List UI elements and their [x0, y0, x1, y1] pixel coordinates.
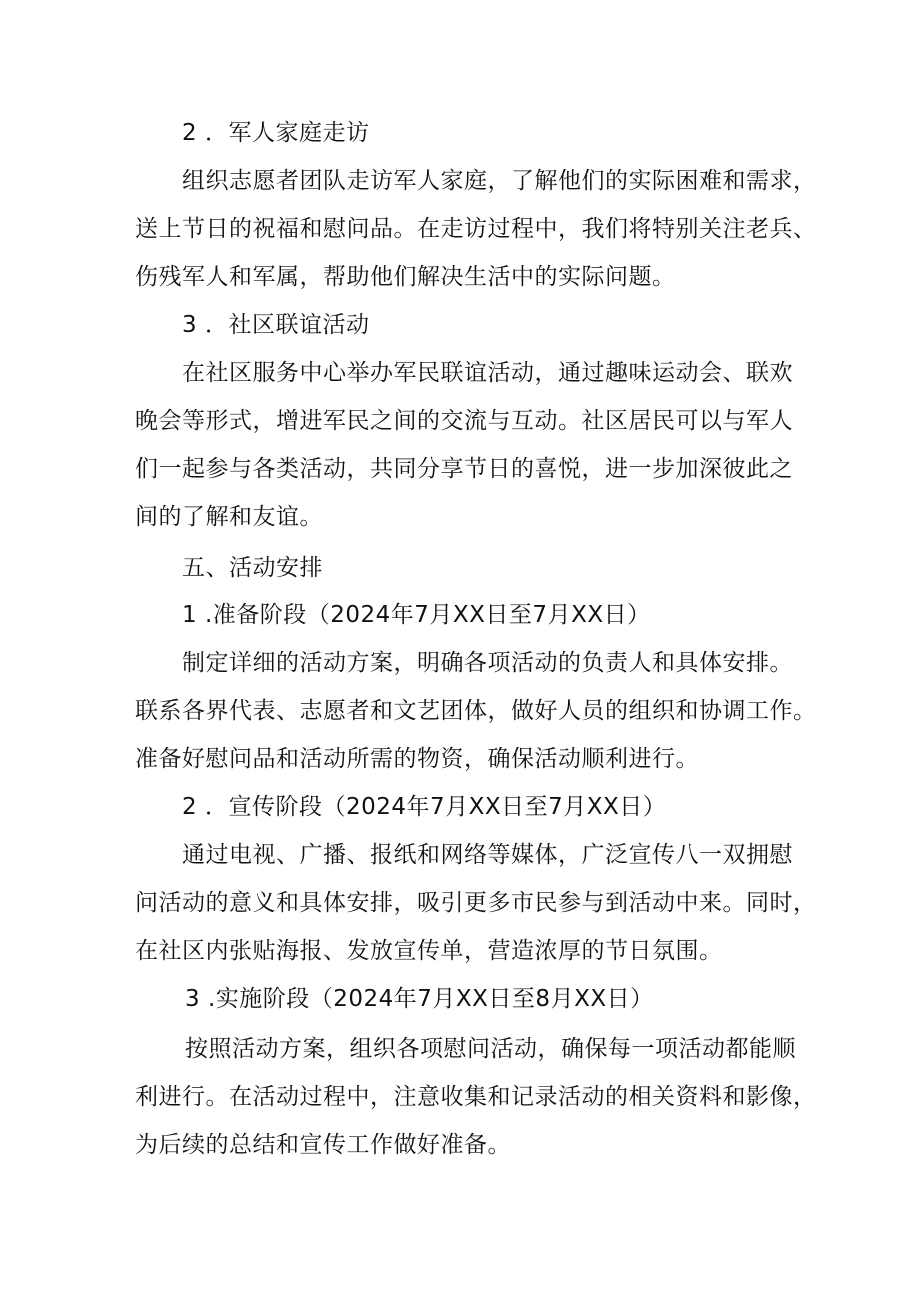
section-3-line-2: 晚会等形式，增进军民之间的交流与互动。社区居民可以与军人	[135, 408, 793, 434]
stage-3-heading: 3 .实施阶段（2024年7月XX日至8月XX日）	[185, 986, 654, 1012]
section-2-line-2: 送上节日的祝福和慰问品。在走访过程中，我们将特别关注老兵、	[135, 216, 817, 242]
stage-3-line-3: 为后续的总结和宣传工作做好准备。	[135, 1132, 511, 1158]
section-3-line-1: 在社区服务中心举办军民联谊活动，通过趣味运动会、联欢	[182, 360, 793, 386]
stage-2-line-3: 在社区内张贴海报、发放宣传单，营造浓厚的节日氛围。	[135, 938, 723, 964]
section-3-heading: 3 ．社区联谊活动	[182, 312, 370, 338]
part-5-heading: 五、活动安排	[182, 555, 323, 581]
stage-2-line-1: 通过电视、广播、报纸和网络等媒体，广泛宣传八一双拥慰	[182, 842, 793, 868]
stage-1-line-3: 准备好慰问品和活动所需的物资，确保活动顺利进行。	[135, 746, 699, 772]
stage-2-heading: 2 ．宣传阶段（2024年7月XX日至7月XX日）	[182, 794, 667, 820]
stage-2-line-2: 问活动的意义和具体安排，吸引更多市民参与到活动中来。同时，	[135, 890, 817, 916]
stage-1-line-1: 制定详细的活动方案，明确各项活动的负责人和具体安排。	[182, 650, 793, 676]
section-3-line-4: 间的了解和友谊。	[135, 504, 323, 530]
section-3-line-3: 们一起参与各类活动，共同分享节日的喜悦，进一步加深彼此之	[135, 456, 793, 482]
stage-1-line-2: 联系各界代表、志愿者和文艺团体，做好人员的组织和协调工作。	[135, 698, 817, 724]
stage-3-line-1: 按照活动方案，组织各项慰问活动，确保每一项活动都能顺	[185, 1036, 796, 1062]
section-2-heading: 2 ．军人家庭走访	[182, 120, 370, 146]
stage-1-heading: 1 .准备阶段（2024年7月XX日至7月XX日）	[182, 602, 651, 628]
section-2-line-3: 伤残军人和军属，帮助他们解决生活中的实际问题。	[135, 264, 676, 290]
section-2-line-1: 组织志愿者团队走访军人家庭，了解他们的实际困难和需求，	[182, 168, 817, 194]
stage-3-line-2: 利进行。在活动过程中，注意收集和记录活动的相关资料和影像，	[135, 1084, 817, 1110]
